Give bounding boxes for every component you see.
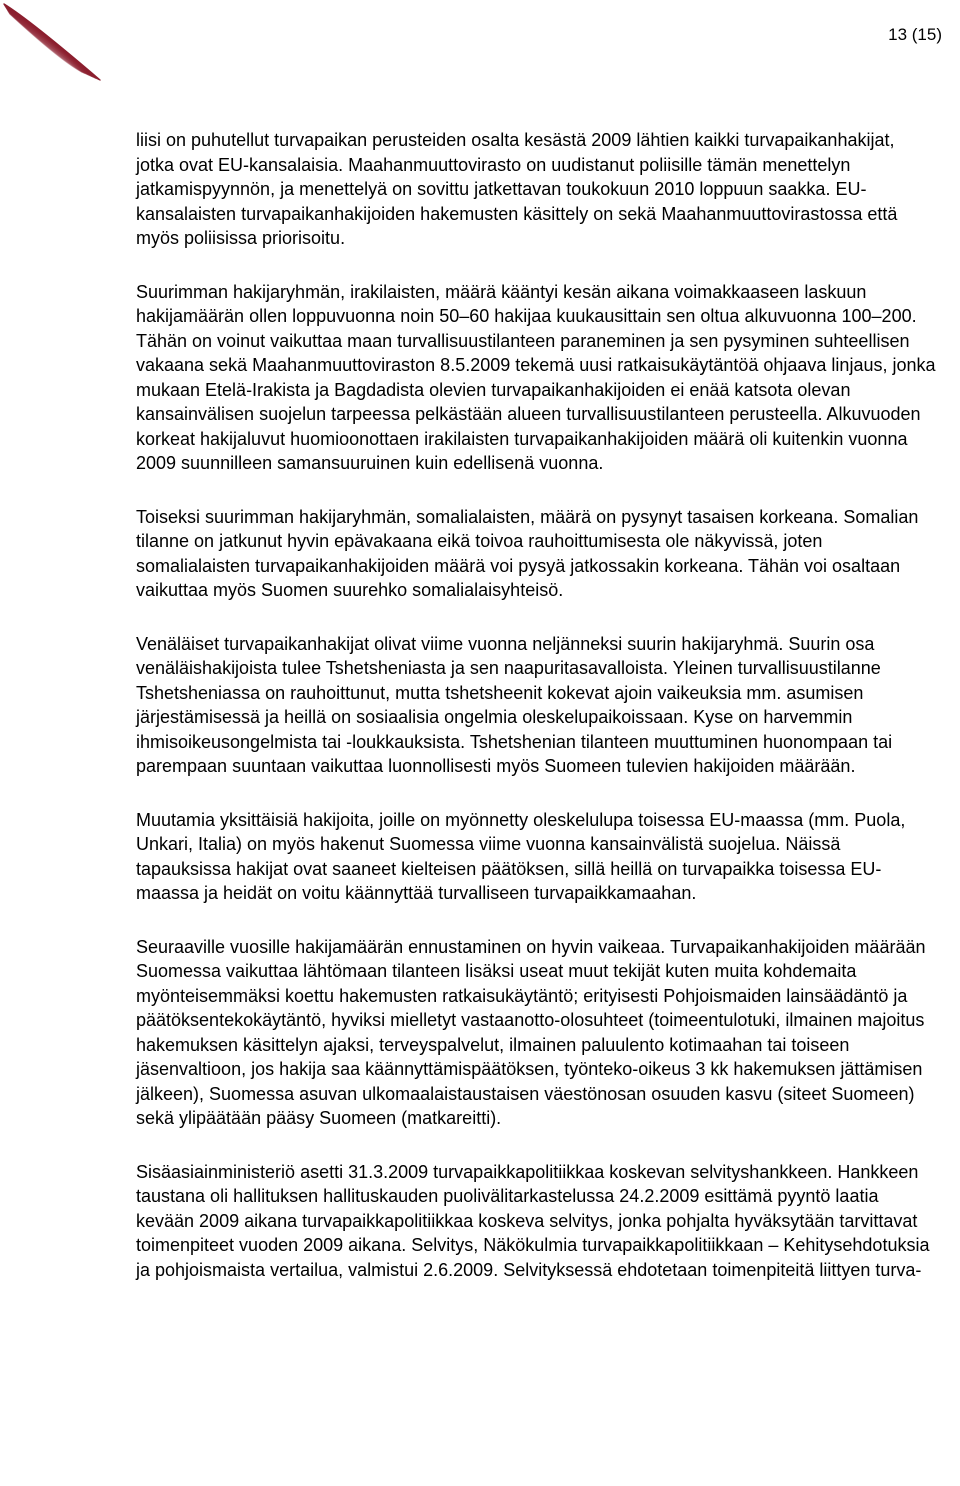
page-number: 13 (15) (888, 25, 942, 44)
paragraph-7: Sisäasiainministeriö asetti 31.3.2009 turvapaikkapolitiikkaa koskevan selvityshankkeen. Hankkeen taustana oli hallituksen hallituskauden puolivälitarkastelussa 24.2.2009 esittämä pyyntö laatia kevään 2009 aikana turvapaikkapolitiikkaa koskeva selvitys, jonka pohjalta hyväksytään tarvittavat toimenpiteet vuoden 2009 aikana. Selvitys, Näkökulmia turvapaikkapolitiikkaan – Kehitysehdotuksia ja pohjoismaista vertailua, valmistui 2.6.2009. Selvityksessä ehdotetaan toimenpiteitä liittyen turva- (136, 1161, 930, 1280)
document-body (136, 128, 936, 1311)
paragraph-2: Suurimman hakijaryhmän, irakilaisten, määrä kääntyi kesän aikana voimakkaaseen laskuun hakijamäärän ollen loppuvuonna noin 50–60 hakijaa kuukausittain sen oltua alkuvuonna 100–200. Tähän on voinut vaikuttaa maan turvallisuustilanteen paraneminen ja sen pysyminen suhteellisen vakaana sekä Maahanmuuttoviraston 8.5.2009 tekemä uusi ratkaisukäytäntöä ohjaava linjaus, jonka mukaan Etelä-Irakista ja Bagdadista olevien turvapaikanhakijoiden ei enää katsota olevan kansainvälisen suojelun tarpeessa pelkästään alueen turvallisuustilanteen perusteella. Alkuvuoden korkeat hakijaluvut huomioonottaen irakilaisten turvapaikanhakijoiden määrä oli kuitenkin vuonna 2009 suunnilleen samansuuruinen kuin edellisenä vuonna. (136, 281, 936, 473)
paragraph-3: Toiseksi suurimman hakijaryhmän, somalialaisten, määrä on pysynyt tasaisen korkeana. Somalian tilanne on jatkunut hyvin epävakaana eikä toivoa rauhoittumisesta ole näkyvissä, joten somalialaisten turvapaikanhakijoiden määrä voi pysyä jatkossakin korkeana. Tähän voi osaltaan vaikuttaa myös Suomen suurehko somalialaisyhteisö. (136, 506, 919, 600)
paragraph-4: Venäläiset turvapaikanhakijat olivat viime vuonna neljänneksi suurin hakijaryhmä. Suurin osa venäläishakijoista tulee Tshetsheniasta ja sen naapuritasavalloista. Yleinen turvallisuustilanne Tshetsheniassa on rauhoittunut, mutta tshetsheenit kokevat ajoin vaikeuksia mm. asumisen järjestämisessä ja heillä on sosiaalisia ongelmia oleskelupaikoissaan. Kyse on harvemmin ihmisoikeusongelmista tai -loukkauksista. Tshetshenian tilanteen muuttuminen huonompaan tai parempaan suuntaan vaikuttaa luonnollisesti myös Suomeen tulevien hakijoiden määrään. (136, 633, 893, 776)
swoosh-lines-logo-icon (0, 0, 120, 90)
paragraph-6: Seuraaville vuosille hakijamäärän ennustaminen on hyvin vaikeaa. Turvapaikanhakijoiden määrään Suomessa vaikuttaa lähtömaan tilanteen lisäksi useat muut tekijät kuten muita kohdemaita myönteisemmäksi koettu hakemusten ratkaisukäytäntö; erityisesti Pohjoismaiden lainsäädäntö ja päätöksentekokäytäntö, hyviksi mielletyt vastaanotto-olosuhteet (toimeentulotuki, ilmainen majoitus hakemuksen käsittelyn ajaksi, terveyspalvelut, ilmainen paluulento kotimaahan tai toiseen jäsenvaltioon, jos hakija saa käännyttämispäätöksen, työnteko-oikeus 3 kk hakemuksen jättämisen jälkeen), Suomessa asuvan ulkomaalaistaustaisen väestönosan osuuden kasvu (siteet Suomeen) sekä ylipäätään pääsy Suomeen (matkareitti). (136, 936, 926, 1128)
paragraph-1: liisi on puhutellut turvapaikan perusteiden osalta kesästä 2009 lähtien kaikki turvapaikanhakijat, jotka ovat EU-kansalaisia. Maahanmuuttovirasto on uudistanut poliisille tämän menettelyn jatkamispyynnön, ja menettelyä on sovittu jatkettavan toukokuun 2010 loppuun saakka. EU-kansalaisten turvapaikanhakijoiden hakemusten käsittely on sekä Maahanmuuttovirastossa että myös poliisissa priorisoitu. (136, 130, 898, 248)
paragraph-5: Muutamia yksittäisiä hakijoita, joille on myönnetty oleskelulupa toisessa EU-maassa (mm. Puola, Unkari, Italia) on myös hakenut Suomessa viime vuonna kansainvälistä suojelua. Näissä tapauksissa hakijat ovat saaneet kielteisen päätöksen, sillä heillä on turvapaikka toisessa EU-maassa ja heidät on voitu käännyttää turvalliseen turvapaikkamaahan. (136, 809, 906, 903)
